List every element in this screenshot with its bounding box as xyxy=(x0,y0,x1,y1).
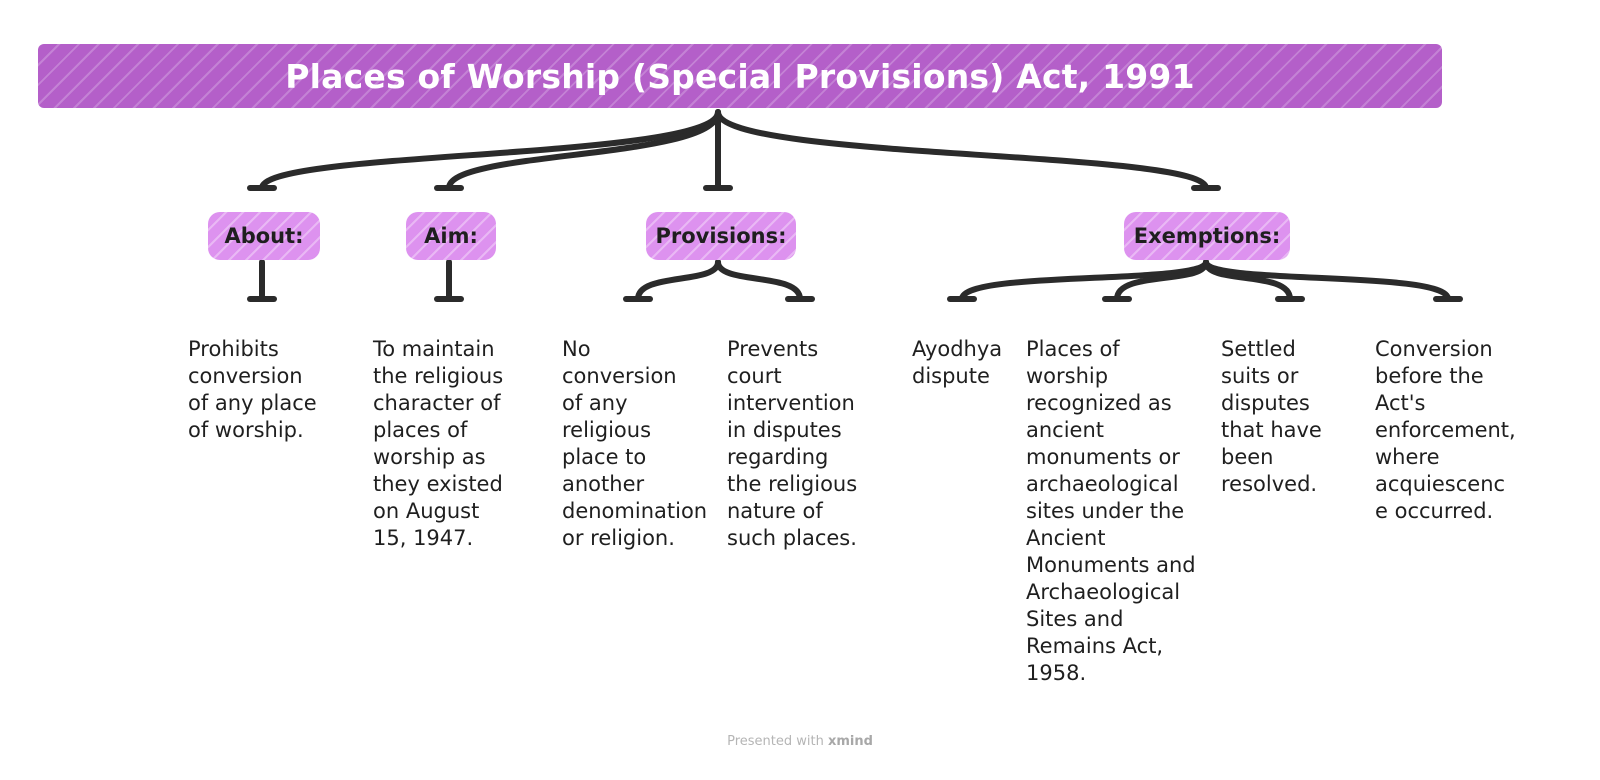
footer-prefix: Presented with xyxy=(727,734,824,749)
footer-credit xyxy=(0,734,1600,749)
branch-exemptions[interactable] xyxy=(1124,212,1290,260)
branch-provisions-link-2 xyxy=(718,262,800,299)
footer-brand[interactable]: xmind xyxy=(827,734,873,749)
branch-provisions[interactable] xyxy=(646,212,796,260)
branch-provisions-label: Provisions: xyxy=(655,224,787,248)
root-link-4 xyxy=(718,112,1206,188)
branch-aim-label: Aim: xyxy=(424,224,478,248)
branch-aim[interactable] xyxy=(406,212,496,260)
leaf-exemptions-1[interactable]: Ayodhya dispute xyxy=(912,337,1003,388)
root-link-2 xyxy=(449,112,718,188)
branch-exemptions-link-1 xyxy=(962,262,1206,299)
leaf-exemptions-4[interactable]: Conversion before the Act's enforcement, where acquiescenc e occurred. xyxy=(1375,337,1516,523)
branch-exemptions-label: Exemptions: xyxy=(1133,224,1281,248)
root-topic-title[interactable]: Places of Worship (Special Provisions) Act, 1991 xyxy=(285,56,1195,96)
leaf-about-1[interactable]: Prohibits conversion of any place of worship. xyxy=(188,337,317,442)
root-link-1 xyxy=(262,112,718,188)
branch-about-label: About: xyxy=(224,224,304,248)
leaf-aim-1[interactable]: To maintain the religious character of places of worship as they existed on August 15, 1947. xyxy=(373,337,504,550)
branch-provisions-link-1 xyxy=(638,262,718,299)
leaf-provisions-1[interactable]: No conversion of any religious place to another denomination or religion. xyxy=(562,337,708,550)
leaf-exemptions-3[interactable]: Settled suits or disputes that have been resolved. xyxy=(1221,337,1322,496)
leaf-exemptions-2[interactable]: Places of worship recognized as ancient monuments or archaeological sites under the Ancient Monuments and Archaeological Sites and Remains Act, 1958. xyxy=(1026,337,1196,685)
leaf-provisions-2[interactable]: Prevents court intervention in disputes regarding the religious nature of such places. xyxy=(727,337,858,550)
branch-about[interactable] xyxy=(208,212,320,260)
